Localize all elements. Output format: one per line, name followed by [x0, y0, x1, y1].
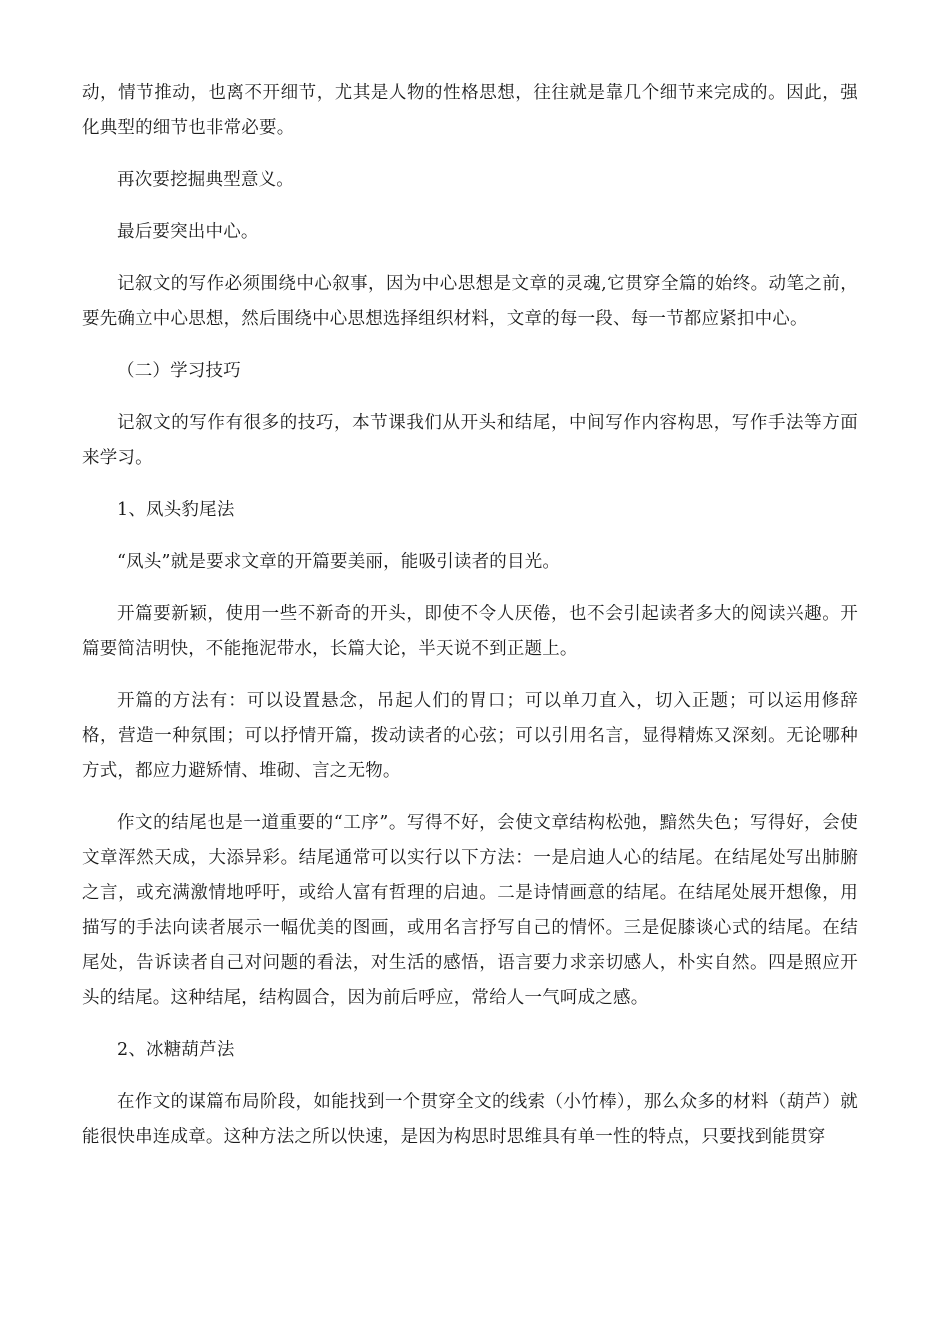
paragraph-highlight-center: 最后要突出中心。 — [117, 222, 259, 242]
paragraph-center-idea: 记叙文的写作必须围绕中心叙事，因为中心思想是文章的灵魂,它贯穿全篇的始终。动笔之前，要先确立中心思想，然后围绕中心思想选择组织材料，文章的每一段、每一节都应紧扣中心。 — [82, 274, 858, 329]
paragraph-continuation: 动，情节推动，也离不开细节，尤其是人物的性格思想，往往就是靠几个细节来完成的。因此，强化典型的细节也非常必要。 — [82, 83, 858, 138]
subheading-phoenix-head: 1、凤头豹尾法 — [117, 500, 235, 520]
paragraph-skills-intro: 记叙文的写作有很多的技巧，本节课我们从开头和结尾，中间写作内容构思，写作手法等方面来学习。 — [82, 413, 858, 468]
paragraph-phoenix-definition: “凤头”就是要求文章的开篇要美丽，能吸引读者的目光。 — [117, 552, 561, 572]
subheading-candied-haws: 2、冰糖葫芦法 — [117, 1040, 235, 1060]
paragraph-opening-novel: 开篇要新颖，使用一些不新奇的开头，即使不令人厌倦，也不会引起读者多大的阅读兴趣。开篇要简洁明快，不能拖泥带水，长篇大论，半天说不到正题上。 — [82, 604, 858, 659]
paragraph-candied-haws: 在作文的谋篇布局阶段，如能找到一个贯穿全文的线索（小竹棒），那么众多的材料（葫芦）就能很快串连成章。这种方法之所以快速，是因为构思时思维具有单一性的特点，只要找到能贯穿 — [82, 1092, 858, 1147]
document-page — [82, 76, 858, 1172]
paragraph-opening-methods: 开篇的方法有：可以设置悬念，吊起人们的胃口；可以单刀直入，切入正题；可以运用修辞格，营造一种氛围；可以抒情开篇，拨动读者的心弦；可以引用名言，显得精炼又深刻。无论哪种方式，都应力避矫情、堆砌、言之无物。 — [82, 691, 858, 781]
paragraph-ending-methods: 作文的结尾也是一道重要的“工序”。写得不好，会使文章结构松弛，黯然失色；写得好，会使文章浑然天成，大添异彩。结尾通常可以实行以下方法：一是启迪人心的结尾。在结尾处写出肺腑之言，或充满激情地呼吁，或给人富有哲理的启迪。二是诗情画意的结尾。在结尾处展开想像，用描写的手法向读者展示一幅优美的图画，或用名言抒写自己的情怀。三是促膝谈心式的结尾。在结尾处，告诉读者自己对问题的看法，对生活的感悟，语言要力求亲切感人，朴实自然。四是照应开头的结尾。这种结尾，结构圆合，因为前后呼应，常给人一气呵成之感。 — [82, 813, 858, 1008]
section-heading-skills: （二）学习技巧 — [117, 361, 241, 381]
paragraph-typical-meaning: 再次要挖掘典型意义。 — [117, 170, 294, 190]
